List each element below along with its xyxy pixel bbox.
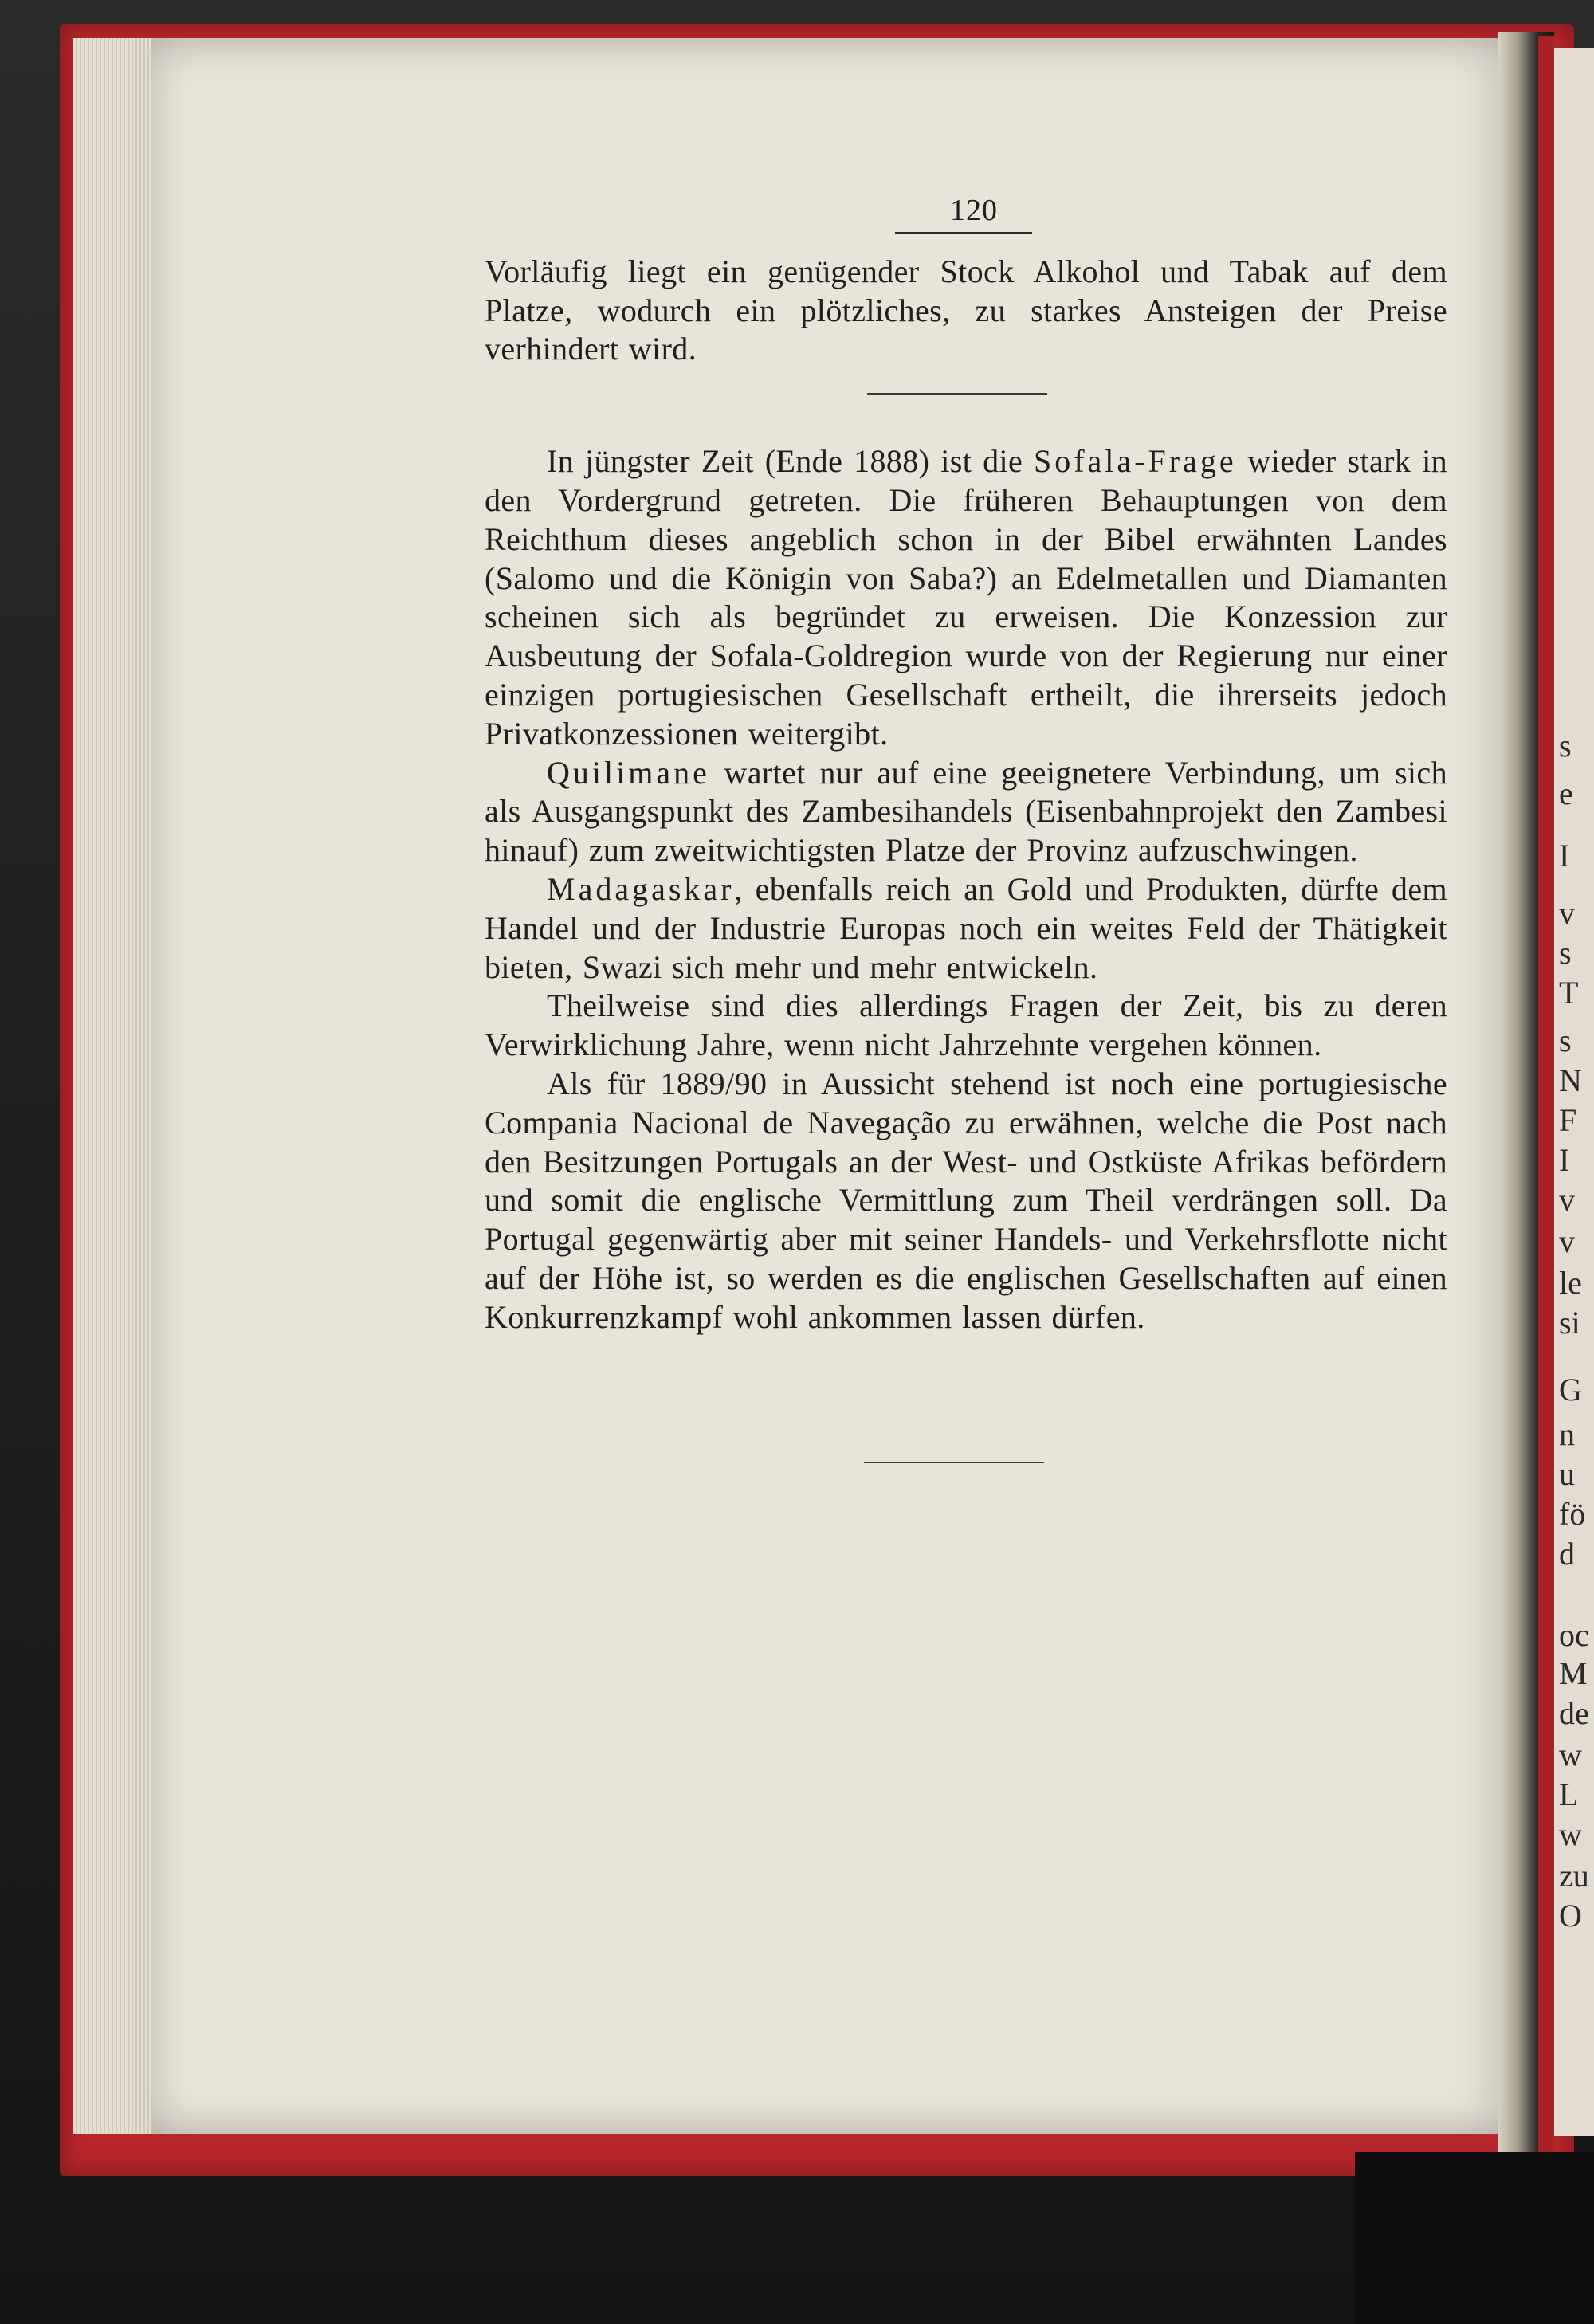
adjacent-fragment: s: [1559, 728, 1572, 764]
paragraph: [485, 754, 1447, 870]
adjacent-fragment: T: [1559, 975, 1579, 1011]
end-divider: [864, 1462, 1044, 1463]
adjacent-fragment: w: [1559, 1816, 1582, 1852]
adjacent-fragment: w: [1559, 1737, 1582, 1772]
paragraph: [485, 442, 1447, 753]
paragraph: [485, 253, 1447, 369]
adjacent-fragment: d: [1559, 1536, 1575, 1572]
adjacent-fragment: n: [1559, 1416, 1575, 1452]
adjacent-fragment: le: [1559, 1265, 1582, 1301]
paragraph-text: Vorläufig liegt ein genügender Stock Alkohol und Tabak auf dem Platze, wodurch ein plötzliches, zu starkes Ansteigen der Preise verhindert wird.: [485, 253, 1447, 367]
adjacent-fragment: s: [1559, 935, 1572, 971]
paragraph-text: Als für 1889/90 in Aussicht stehend ist noch eine portugiesische Compania Nacional de Navegação zu erwähnen, welche die Post nach den Besitzungen Portugals an der West- und Ostküste Afrikas befördern und somit die englische Vermittlung zum Theil verdrängen soll. Da Portugal gegenwärtig aber mit seiner Handels- und Verkehrsflotte nicht auf der Höhe ist, so werden es die englischen Gesellschaften auf einen Konkurrenzkampf wohl ankommen lassen dürfen.: [485, 1065, 1447, 1335]
adjacent-fragment: de: [1559, 1695, 1589, 1731]
paragraph-text: wartet nur auf eine geeignetere Verbindung, um sich als Ausgangspunkt des Zambesihandels (Eisenbahnprojekt den Zambesi hinauf) zum zweitwichtigsten Platze der Provinz aufzuschwingen.: [485, 754, 1447, 869]
paragraph-text: , ebenfalls reich an Gold und Produkten, dürfte dem Handel und der Industrie Europas noch ein weites Feld der Thätigkeit bieten, Swazi sich mehr und mehr entwickeln.: [485, 870, 1447, 985]
adjacent-fragment: e: [1559, 775, 1573, 811]
paragraph-text: In jüngster Zeit (Ende 1888) ist die: [547, 443, 1034, 480]
page-text: [485, 191, 1447, 1463]
adjacent-fragment: M: [1559, 1655, 1588, 1691]
paragraph-text: Theilweise sind dies allerdings Fragen der Zeit, bis zu deren Verwirklichung Jahre, wenn nicht Jahrzehnte vergehen können.: [485, 987, 1447, 1063]
table-surface: [1355, 2152, 1594, 2324]
adjacent-fragment: I: [1559, 838, 1570, 873]
adjacent-fragment: G: [1559, 1372, 1582, 1407]
adjacent-fragment: oc: [1559, 1617, 1589, 1653]
page-number-rule: [895, 232, 1032, 234]
paragraph: [485, 870, 1447, 987]
adjacent-fragment: L: [1559, 1776, 1579, 1812]
paragraph: [485, 1065, 1447, 1337]
adjacent-page: [1554, 48, 1594, 2136]
adjacent-fragment: zu: [1559, 1858, 1589, 1894]
page-number: 120: [950, 194, 998, 227]
adjacent-fragment: v: [1559, 1182, 1575, 1218]
adjacent-fragment: I: [1559, 1142, 1570, 1178]
adjacent-fragment: s: [1559, 1023, 1572, 1058]
emphasized-term: Sofala-Frage: [1033, 443, 1237, 480]
paragraph-text: wieder stark in den Vordergrund getreten. Die früheren Behauptungen von dem Reichthum dieses angeblich schon in der Bibel erwähnten Landes (Salomo und die Königin von Saba?) an Edelmetallen und Diamanten scheinen sich als begründet zu erweisen. Die Konzession zur Ausbeutung der Sofala-Goldregion wurde von der Regierung nur einer einzigen portugiesischen Gesellschaft ertheilt, die ihrerseits jedoch Privatkonzessionen weitergibt.: [485, 443, 1447, 752]
emphasized-term: Madagaskar: [547, 870, 735, 907]
adjacent-fragment: u: [1559, 1456, 1575, 1492]
adjacent-fragment: O: [1559, 1898, 1582, 1933]
adjacent-fragment: v: [1559, 895, 1575, 931]
adjacent-fragment: v: [1559, 1223, 1575, 1259]
section-divider: [867, 393, 1047, 395]
adjacent-fragment: N: [1559, 1062, 1582, 1098]
adjacent-fragment: si: [1559, 1305, 1580, 1341]
book-cover-right: [1538, 36, 1554, 2156]
paragraph: [485, 987, 1447, 1065]
emphasized-term: Quilimane: [547, 754, 710, 791]
adjacent-fragment: F: [1559, 1102, 1577, 1138]
adjacent-fragment: fö: [1559, 1496, 1586, 1532]
